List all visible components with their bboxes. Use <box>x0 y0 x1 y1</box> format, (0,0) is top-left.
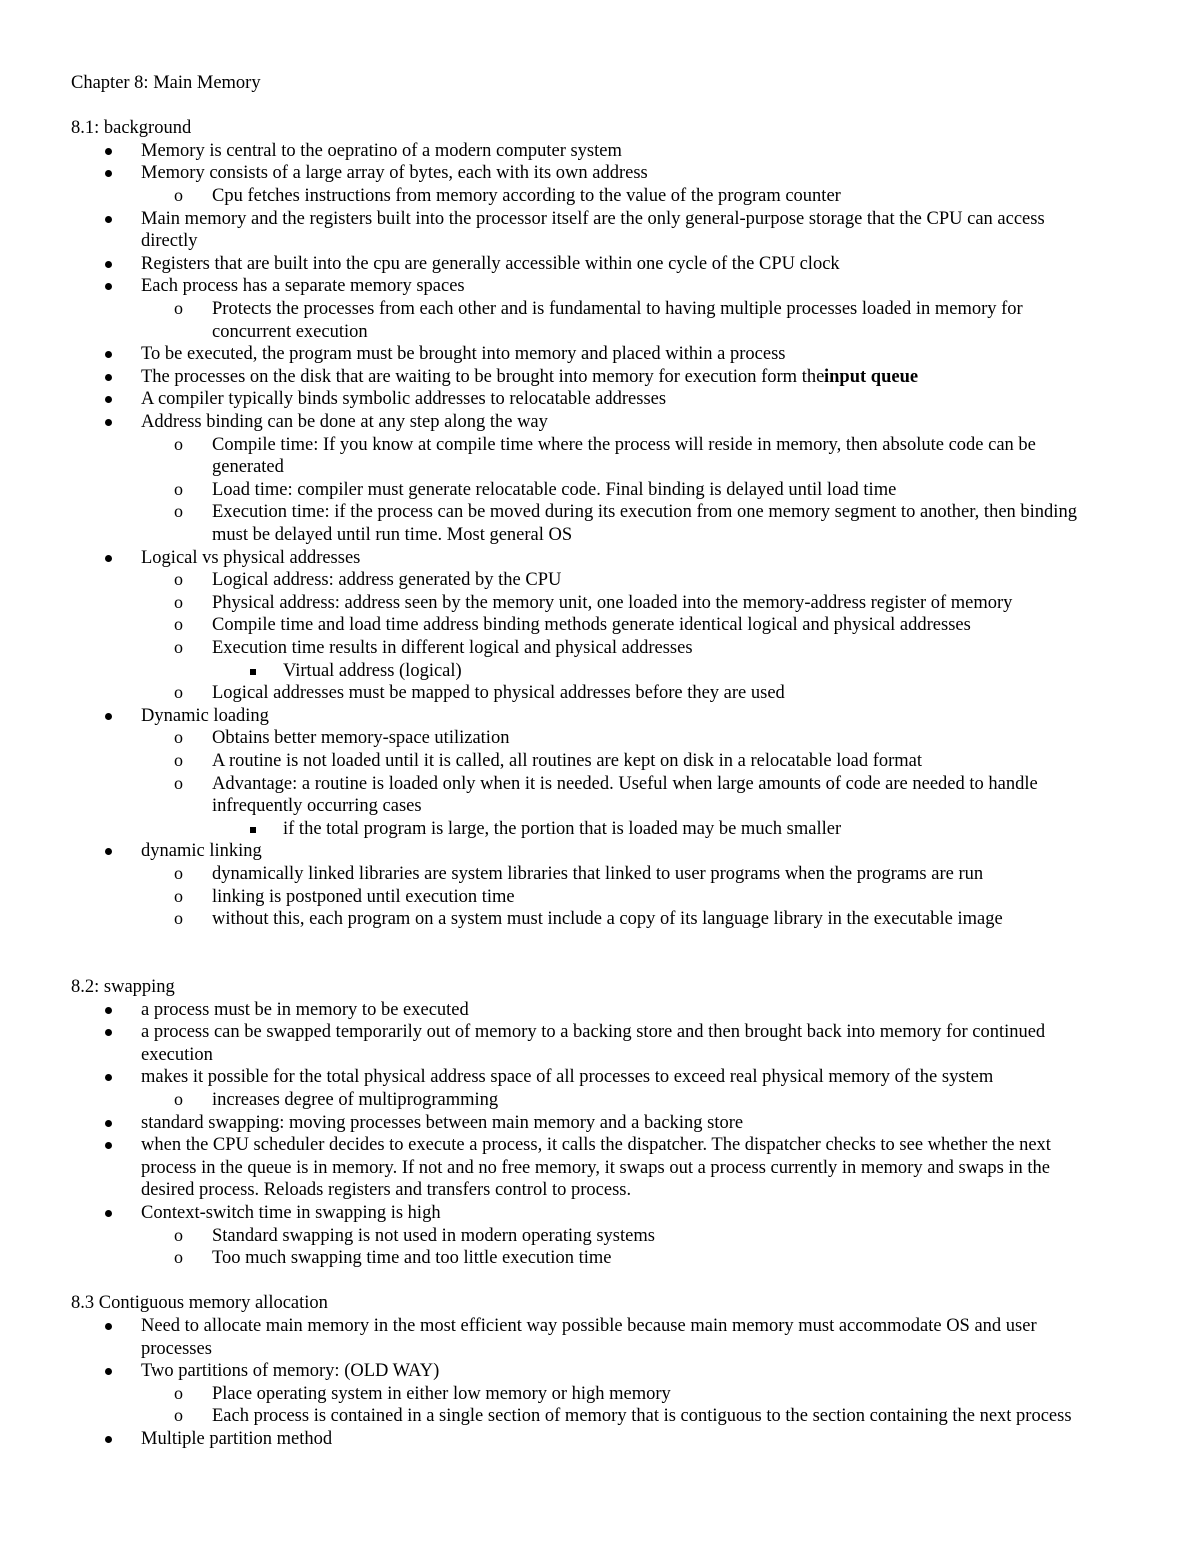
list-item-text: a process must be in memory to be executed <box>141 999 469 1020</box>
list-item <box>0 524 1200 547</box>
list-item <box>0 1360 1200 1383</box>
bullet-marker <box>104 366 114 389</box>
list-item-text: Standard swapping is not used in modern operating systems <box>212 1225 655 1246</box>
list-item <box>0 1338 1200 1361</box>
sub-bullet-marker: o <box>174 1405 183 1426</box>
list-item-text: Main memory and the registers built into the processor itself are the only general-purpose storage that the CPU can access <box>141 208 1045 229</box>
list-item-text: infrequently occurring cases <box>212 796 422 817</box>
section-heading: 8.1: background <box>71 118 192 139</box>
list-item <box>0 1134 1200 1157</box>
sub-bullet-marker: o <box>174 682 183 703</box>
list-item <box>0 1021 1200 1044</box>
list-item <box>0 434 1200 457</box>
list-item <box>0 253 1200 276</box>
list-item <box>0 818 1200 841</box>
sub-bullet-marker: o <box>174 433 183 454</box>
sub-bullet-marker: o <box>174 1224 183 1245</box>
square-bullet-marker <box>250 818 257 841</box>
list-item-text: Load time: compiler must generate relocatable code. Final binding is delayed until load time <box>212 479 897 500</box>
list-item-text: Multiple partition method <box>141 1429 333 1449</box>
bullet-marker <box>104 999 114 1022</box>
list-item <box>0 863 1200 886</box>
list-item <box>0 343 1200 366</box>
list-item-text: Too much swapping time and too little execution time <box>212 1248 612 1269</box>
list-item-text: process in the queue is in memory. If not and no free memory, it swaps out a process currently in memory and swaps in the <box>141 1157 1051 1178</box>
list-item <box>0 1247 1200 1270</box>
list-item <box>0 795 1200 818</box>
list-item-text: desired process. Reloads registers and transfers control to process. <box>141 1180 632 1201</box>
sub-bullet-marker: o <box>174 1382 183 1403</box>
list-item <box>0 321 1200 344</box>
list-item <box>0 750 1200 773</box>
list-item-text: Protects the processes from each other and is fundamental to having multiple processes loaded in memory for <box>212 299 1023 319</box>
list-item-text: concurrent execution <box>212 321 368 342</box>
sub-bullet-marker: o <box>174 908 183 929</box>
list-item <box>0 773 1200 796</box>
sub-bullet-marker: o <box>174 185 183 205</box>
list-item-text: Execution time results in different logical and physical addresses <box>212 638 693 658</box>
list-item <box>0 1066 1200 1089</box>
list-item <box>0 908 1200 931</box>
list-item-text: Obtains better memory-space utilization <box>212 728 510 749</box>
list-item <box>0 411 1200 434</box>
list-item-text: Address binding can be done at any step along the way <box>141 412 548 432</box>
sub-bullet-marker: o <box>174 772 183 793</box>
sub-bullet-marker: o <box>174 569 183 590</box>
list-item-text: standard swapping: moving processes between main memory and a backing store <box>141 1112 744 1133</box>
list-item-text: Logical address: address generated by the CPU <box>212 570 562 591</box>
list-item <box>0 1044 1200 1067</box>
bullet-marker <box>104 388 114 411</box>
list-item <box>0 660 1200 683</box>
bullet-marker <box>104 140 114 163</box>
bullet-marker <box>104 1315 114 1338</box>
list-item-text: Context-switch time in swapping is high <box>141 1203 441 1223</box>
list-item <box>0 569 1200 592</box>
bullet-marker <box>104 1428 114 1451</box>
bullet-marker <box>104 208 114 231</box>
list-item <box>0 275 1200 298</box>
list-item-text: Need to allocate main memory in the most efficient way possible because main memory must accommodate OS and user <box>141 1316 1037 1336</box>
list-item <box>0 1315 1200 1338</box>
list-item-text: Execution time: if the process can be moved during its execution from one memory segment to another, then binding <box>212 502 1077 523</box>
page-title-row <box>0 72 1200 95</box>
list-item <box>0 705 1200 728</box>
bullet-marker <box>104 275 114 298</box>
bullet-marker <box>104 705 114 728</box>
sub-bullet-marker: o <box>174 591 183 612</box>
list-item <box>0 1112 1200 1135</box>
list-item-text: Compile time: If you know at compile time where the process will reside in memory, then absolute code can be <box>212 434 1036 455</box>
list-item-text: To be executed, the program must be brought into memory and placed within a process <box>141 344 786 365</box>
list-item <box>0 1089 1200 1112</box>
list-item <box>0 1157 1200 1180</box>
section-heading-row <box>0 1292 1200 1315</box>
list-item-text: Each process is contained in a single section of memory that is contiguous to the section containing the next process <box>212 1406 1072 1427</box>
list-item <box>0 140 1200 163</box>
bullet-marker <box>104 1360 114 1383</box>
list-item <box>0 479 1200 502</box>
bullet-marker <box>104 253 114 276</box>
bullet-marker <box>104 1021 114 1044</box>
list-item <box>0 840 1200 863</box>
list-item-text: if the total program is large, the portion that is loaded may be much smaller <box>283 818 842 839</box>
sub-bullet-marker: o <box>174 614 183 635</box>
list-item-text: must be delayed until run time. Most general OS <box>212 525 573 545</box>
list-item-text: Logical addresses must be mapped to physical addresses before they are used <box>212 683 785 704</box>
list-item-text: Memory is central to the oepratino of a modern computer system <box>141 140 622 161</box>
list-item-text: dynamic linking <box>141 841 262 862</box>
list-item <box>0 388 1200 411</box>
sub-bullet-marker: o <box>174 1247 183 1268</box>
list-item-text: makes it possible for the total physical address space of all processes to exceed real physical memory of the system <box>141 1067 994 1088</box>
bullet-marker <box>104 343 114 366</box>
list-item-text: Place operating system in either low memory or high memory <box>212 1383 671 1404</box>
list-item-text: Memory consists of a large array of bytes, each with its own address <box>141 163 648 184</box>
sub-bullet-marker: o <box>174 1089 183 1109</box>
list-item <box>0 727 1200 750</box>
list-item <box>0 547 1200 570</box>
list-item-text: processes <box>141 1338 212 1359</box>
list-item-text: Physical address: address seen by the memory unit, one loaded into the memory-address register of memory <box>212 592 1013 613</box>
sub-bullet-marker: o <box>174 863 183 883</box>
list-item <box>0 501 1200 524</box>
list-item-text: A routine is not loaded until it is called, all routines are kept on disk in a relocatable load format <box>212 751 923 771</box>
list-item-text: directly <box>141 231 198 252</box>
sub-bullet-marker: o <box>174 727 183 748</box>
bullet-marker <box>104 1066 114 1089</box>
sub-bullet-marker: o <box>174 637 183 657</box>
list-item <box>0 366 1200 389</box>
list-item-text: Dynamic loading <box>141 705 269 726</box>
sub-bullet-marker: o <box>174 885 183 906</box>
section-heading: 8.3 Contiguous memory allocation <box>71 1293 328 1314</box>
bullet-marker <box>104 1112 114 1135</box>
list-item-text: Logical vs physical addresses <box>141 547 361 568</box>
sub-bullet-marker: o <box>174 298 183 318</box>
list-item-text: Cpu fetches instructions from memory according to the value of the program counter <box>212 186 841 206</box>
section-heading-row <box>0 117 1200 140</box>
list-item <box>0 1383 1200 1406</box>
list-item <box>0 999 1200 1022</box>
list-item-text: The processes on the disk that are waiting to be brought into memory for execution form the <box>141 366 825 387</box>
bullet-marker <box>104 547 114 570</box>
sub-bullet-marker: o <box>174 501 183 522</box>
list-item <box>0 230 1200 253</box>
list-item-text: when the CPU scheduler decides to execute a process, it calls the dispatcher. The dispatcher checks to see whether the next <box>141 1135 1051 1156</box>
square-bullet-marker <box>250 660 257 683</box>
list-item-text: dynamically linked libraries are system libraries that linked to user programs when the programs are run <box>212 864 984 884</box>
bullet-marker <box>104 1202 114 1225</box>
list-item <box>0 1405 1200 1428</box>
list-item-text: Advantage: a routine is loaded only when it is needed. Useful when large amounts of code are needed to handle <box>212 773 1038 794</box>
sub-bullet-marker: o <box>174 750 183 770</box>
page-title: Chapter 8: Main Memory <box>71 73 261 93</box>
list-item <box>0 208 1200 231</box>
list-item <box>0 637 1200 660</box>
emphasis-term: input queue <box>824 366 919 387</box>
list-item-text: A compiler typically binds symbolic addresses to relocatable addresses <box>141 389 667 410</box>
bullet-marker <box>104 1134 114 1157</box>
list-item-text: linking is postponed until execution time <box>212 886 515 907</box>
list-item <box>0 886 1200 909</box>
list-item <box>0 1225 1200 1248</box>
list-item-text: Two partitions of memory: (OLD WAY) <box>141 1361 440 1382</box>
list-item <box>0 1179 1200 1202</box>
list-item-text: execution <box>141 1044 213 1065</box>
list-item <box>0 592 1200 615</box>
bullet-marker <box>104 840 114 863</box>
section-heading: 8.2: swapping <box>71 977 175 997</box>
list-item <box>0 162 1200 185</box>
list-item <box>0 456 1200 479</box>
bullet-marker <box>104 411 114 434</box>
list-item <box>0 1428 1200 1451</box>
list-item <box>0 682 1200 705</box>
list-item <box>0 298 1200 321</box>
list-item-text: a process can be swapped temporarily out of memory to a backing store and then brought back into memory for continued <box>141 1022 1046 1043</box>
list-item-text: Registers that are built into the cpu are generally accessible within one cycle of the CPU clock <box>141 253 840 274</box>
list-item <box>0 185 1200 208</box>
list-item-text: generated <box>212 457 284 478</box>
list-item <box>0 614 1200 637</box>
list-item-text: Each process has a separate memory spaces <box>141 276 465 297</box>
sub-bullet-marker: o <box>174 478 183 499</box>
list-item-text: without this, each program on a system must include a copy of its language library in the executable image <box>212 909 1003 930</box>
list-item-text: increases degree of multiprogramming <box>212 1090 499 1110</box>
list-item-text: Virtual address (logical) <box>283 660 462 681</box>
section-heading-row <box>0 976 1200 999</box>
list-item <box>0 1202 1200 1225</box>
bullet-marker <box>104 162 114 185</box>
list-item-text: Compile time and load time address binding methods generate identical logical and physical addresses <box>212 615 971 636</box>
